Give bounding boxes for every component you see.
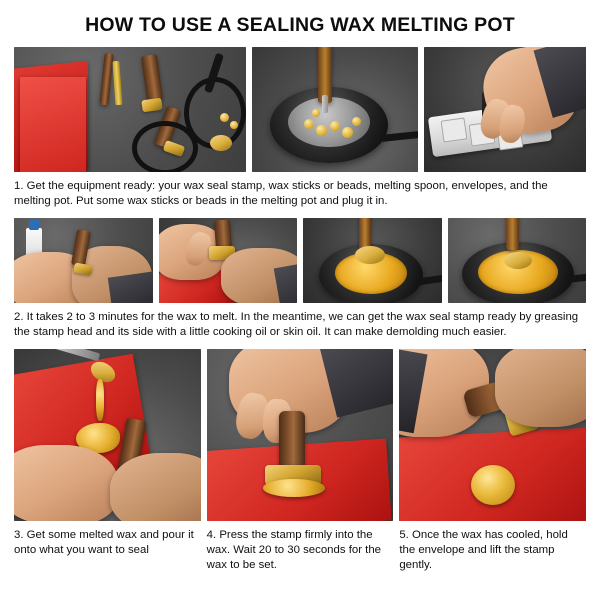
step-2-caption: 2. It takes 2 to 3 minutes for the wax to melt. In the meantime, we can get the wax seal stamp ready by greasing the stamp head and its side with a little cooking oil or skin oil. It can make demolding much easier.	[14, 311, 579, 339]
photo-step1-pot-with-beads	[252, 47, 418, 172]
wax-pour-stream	[96, 379, 104, 421]
melting-spoon-bowl	[355, 246, 385, 264]
step-1-caption: 1. Get the equipment ready: your wax seal stamp, wax sticks or beads, melting spoon, envelopes, and the melting pot. Put some wax sticks or beads in the melting pot and plug it in.	[14, 180, 548, 208]
step-2-image-row	[14, 218, 586, 303]
steps-3-4-5-row	[14, 349, 586, 573]
step-5-column	[399, 349, 586, 573]
photo-step2-scoop-wax	[303, 218, 442, 303]
wax-bead	[312, 109, 320, 117]
melting-spoon-bowl	[210, 135, 232, 151]
photo-step4-press-stamp	[207, 349, 394, 521]
wax-bead	[220, 113, 229, 122]
wax-puddle	[263, 479, 325, 497]
red-paper-2	[20, 77, 86, 172]
step-1-image-row	[14, 47, 586, 172]
step-3-caption: 3. Get some melted wax and pour it onto what you want to seal	[14, 529, 194, 557]
step-4-column	[207, 349, 394, 573]
photo-step3-pour-wax	[14, 349, 201, 521]
photo-step2-grease-stamp	[159, 218, 298, 303]
photo-step1-plug-in	[424, 47, 586, 172]
step-5-caption: 5. Once the wax has cooled, hold the envelope and lift the stamp gently.	[399, 529, 568, 572]
wax-bead	[352, 117, 361, 126]
hand	[110, 453, 201, 521]
page-title: HOW TO USE A SEALING WAX MELTING POT	[85, 14, 515, 36]
wax-bead	[342, 127, 353, 138]
photo-step2-oil-bottle	[14, 218, 153, 303]
photo-step5-lift-stamp	[399, 349, 586, 521]
wax-bead	[316, 125, 327, 136]
hand	[495, 349, 586, 427]
stamp-handle	[279, 411, 305, 469]
melting-spoon-bowl	[504, 252, 532, 269]
wax-bead	[330, 121, 340, 131]
wax-bead	[230, 121, 238, 129]
step-3-column	[14, 349, 201, 573]
wax-bead	[304, 119, 314, 129]
spoon-handle	[506, 218, 519, 250]
oil-bottle-cap	[29, 220, 39, 230]
photo-step1-equipment	[14, 47, 246, 172]
step-4-caption: 4. Press the stamp firmly into the wax. Wait 20 to 30 seconds for the wax to be set.	[206, 529, 381, 572]
hand	[14, 445, 118, 521]
spoon-shaft	[322, 95, 328, 113]
power-socket	[441, 117, 468, 142]
photo-step2-melted-pot	[448, 218, 587, 303]
